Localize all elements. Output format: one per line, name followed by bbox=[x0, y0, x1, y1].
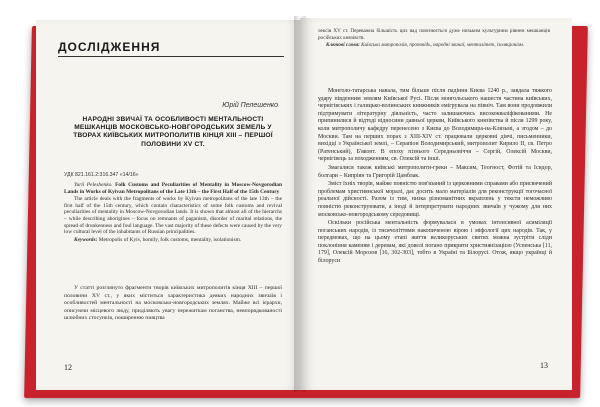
right-keywords-label: Ключові слова: bbox=[326, 42, 360, 49]
abstract-author: Yurii Peleshenko. bbox=[74, 182, 113, 188]
abstract-title: Folk Customs and Peculiarities of Mentality in Moscow-Novgorodian Lands in Works of Kyivan Metropolitans of the Late 13th – the First Half of the 15th Century bbox=[64, 182, 282, 195]
section-title: ДОСЛІДЖЕННЯ bbox=[58, 40, 284, 57]
paragraph: Змагалися також київські митрополити-греки – Максим, Теогност, Фотій та Ісидор, болгари – Кипріян та Григорій Цамблак. bbox=[318, 164, 552, 179]
abstract-keywords bbox=[64, 237, 282, 244]
page-number-right: 13 bbox=[540, 361, 548, 370]
right-keywords-text: Київська митрополія, проповідь, народні звичаї, менталітет, ізоляціонізм. bbox=[361, 42, 525, 49]
keywords-text: Metropolis of Kyiv, homily, folk customs, mentality, isolationism. bbox=[98, 237, 242, 244]
page-number-left: 12 bbox=[64, 363, 72, 372]
right-abstract bbox=[318, 28, 550, 49]
udk-code: УДК 821.161.2:316.347 «14/16» bbox=[64, 172, 139, 178]
article-title: НАРОДНІ ЗВИЧАЇ ТА ОСОБЛИВОСТІ МЕНТАЛЬНОСТІ МЕШКАНЦІВ МОСКОВСЬКО-НОВГОРОДСЬКИХ ЗЕМЕЛЬ У ТВОРАХ КИЇВСЬКИХ МИТРОПОЛИТІВ КІНЦЯ XIII – ПЕРШОЇ ПОЛОВИНИ XV СТ. bbox=[73, 116, 273, 148]
abstract-heading bbox=[64, 182, 282, 195]
right-body-text bbox=[318, 88, 552, 267]
keywords-label: Keywords: bbox=[74, 237, 98, 244]
right-keywords bbox=[318, 42, 550, 49]
right-page bbox=[300, 18, 572, 390]
paragraph: Оскільки російська ментальність формувалася в умовах інтенсивної асиміляції поганських народів, із тисячоліттями накопиченою вірою і міфології цих народів. Так, у передмовах, що на цьому етапі життя великоруських святих можна зустріти сліди поклоніння каменям і деревам, які довелі погано прикрити християнізацією (Успенська [11, 179], Олексій Морозов [16, 302-303], тобто в Україні та Білорусі. Отож, якщо українці й білоруси bbox=[318, 220, 552, 265]
english-abstract bbox=[64, 182, 282, 244]
left-page bbox=[36, 20, 302, 390]
paragraph: Зміст їхніх творів, майже повністю пов'язаний із церковними справами або присвячений проблемам християнської моралі, дає досить мало матеріалів для реконструкції тогочасної реальної дійсності. Разом із тим, низка різноманітних вкраплень у тексти неможливо повністю реконструювати, а іноді й інтерпретувати народних звичаїв у чужому для них московсько-новгородському середовищі. bbox=[318, 181, 552, 218]
paragraph: Монголо-татарська навала, тим більше після падіння Києва 1240 р., завдала тяжкого удару південним землям Київської Русі. Після монгольського нашестя частина київських, чернігівських і галицько-волинських книжників емігрувала на північ. Там вони продовжили підтримувати літературну діяльність, часто залишаючись висококваліфікованими. Не припинилися й відтоді відносини давньої церкви, Київського князівства й після 1299 року, коли митрополичу кафедру перенесено з Києва до Володимира-на-Клязьмі, а згодом – до Москви. Там на перших порах з XIII-XIV ст. працювали церковні діячі, письменники, вихідці з Української землі, – Серапіон Володимирський, митрополит Кирило II, св. Петро (Ратенський), Б'яконт. В епоху пізнього Середньовіччя – Сергій, Олексій Москви, чернігівець за походженням, св. Олексій та інші. bbox=[318, 88, 552, 163]
right-abstract-text: лексів ХV ст. Переважна більшість цих вад пояснюється дуже низьким культурним рівнем мешканців російських князівств. bbox=[318, 28, 550, 41]
left-body-text: У статті розглянуто фрагменти творів київських митрополитів кінця XIII – першої половини XV ст., у яких міститься характеристика деяких народних звичаїв і особливостей ментальності на московсько-новгородських землях. Майже всі ієрархи, описуючи місцевого люду, приділяють увагу пережиткам поганства, невпорядкованості шлюбних стосунків, поширенню пияцтва bbox=[64, 285, 282, 321]
article-author: Юрій Пелешенко bbox=[222, 102, 278, 109]
abstract-text: The article deals with the fragments of works by Kyivan metropolitans of the late 13th – the first half of the 15th century, which contain characteristics of some folk customs and revival peculiarities of mentality in Moscow-Novgorodian lands. It is shown that almost all of the hierarchs – while describing aborigines – focus on remnants of paganism, disorder of marital relations, the spread of drunkenness and foul language. The vast majority of these defects were caused by the very low cultural level of the inhabitants of Russian principalities. bbox=[64, 195, 282, 236]
